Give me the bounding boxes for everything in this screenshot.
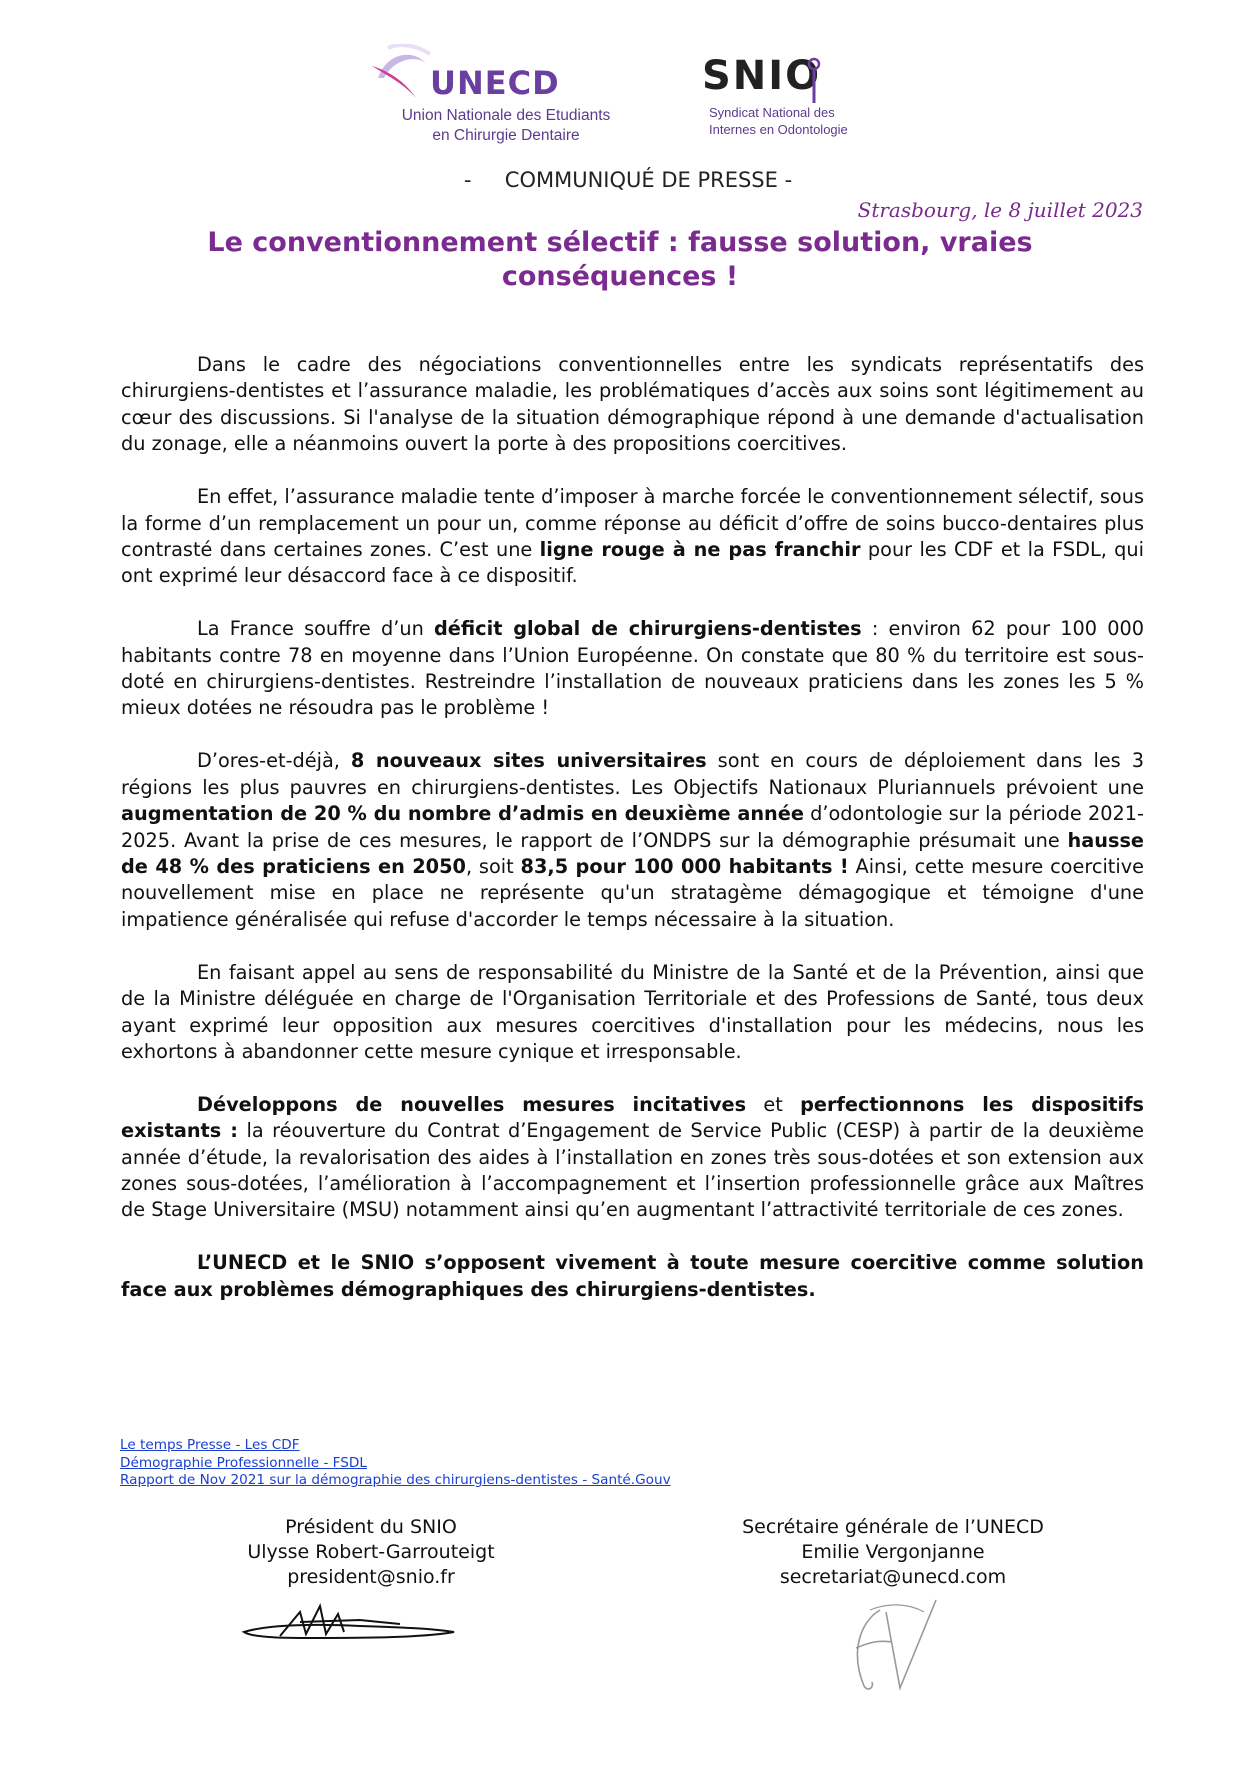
body-paragraph bbox=[121, 960, 1144, 1066]
emphasis-text: Développons de nouvelles mesures incitatives bbox=[197, 1092, 747, 1116]
emphasis-text: perfectionnons les dispositifs existants : bbox=[121, 1092, 1145, 1143]
signatory-role: Secrétaire générale de l’UNECD bbox=[742, 1516, 1044, 1538]
unecd-logo-subtitle-line-2: en Chirurgie Dentaire bbox=[432, 127, 580, 144]
paragraph-text: En faisant appel au sens de responsabilité du Ministre de la Santé et de la Prévention, ainsi que de la Ministre déléguée en charge de l'Organisation Territoriale et des Professions de Santé, tous deux ayant exprimé leur opposition aux mesures coercitives d'installation pour les médecins, nous les exhortons à abandonner cette mesure cynique et irresponsable. bbox=[121, 960, 1144, 1063]
paragraph-text: Ainsi, cette mesure coercitive nouvellement mise en place ne représente qu'un stratagème démagogique et témoigne d'une impatience généralisée qui refuse d'accorder le temps nécessaire à la situation. bbox=[121, 855, 1144, 931]
paragraph-text: La France souffre d’un bbox=[197, 617, 434, 641]
signatory-unecd bbox=[678, 1515, 1108, 1590]
signatory-name: Ulysse Robert-Garrouteigt bbox=[247, 1541, 495, 1563]
body-paragraph bbox=[121, 1250, 1144, 1303]
signature-unecd-icon bbox=[840, 1592, 950, 1702]
reference-link[interactable]: Rapport de Nov 2021 sur la démographie des chirurgiens-dentistes - Santé.Gouv bbox=[120, 1472, 671, 1488]
paragraph-text: d’odontologie sur la période 2021-2025. Avant la prise de ces mesures, le rapport de l’ONDPS sur la démographie présumait une bbox=[121, 802, 1144, 852]
dateline: Strasbourg, le 8 juillet 2023 bbox=[857, 198, 1143, 222]
dental-mirror-icon bbox=[804, 57, 824, 109]
emphasis-text: augmentation de 20 % du nombre d’admis en deuxième année bbox=[121, 802, 804, 826]
paragraph-text: D’ores-et-déjà, bbox=[197, 749, 351, 773]
signature-snio-icon bbox=[240, 1598, 460, 1658]
emphasis-text: 83,5 pour 100 000 habitants ! bbox=[520, 855, 849, 878]
snio-logo bbox=[700, 55, 900, 145]
emphasis-text: 8 nouveaux sites universitaires bbox=[350, 749, 707, 773]
body-paragraph bbox=[121, 748, 1144, 933]
unecd-logo-subtitle-line-1: Union Nationale des Etudiants bbox=[401, 107, 611, 124]
reference-link[interactable]: Démographie Professionnelle - FSDL bbox=[120, 1454, 367, 1471]
emphasis-text: ligne rouge à ne pas franchir bbox=[539, 537, 861, 561]
body-text bbox=[121, 352, 1144, 1330]
body-paragraph bbox=[121, 484, 1144, 590]
paragraph-text: Dans le cadre des négociations conventionnelles entre les syndicats représentatifs des chirurgiens-dentistes et l’assurance maladie, les problématiques d’accès aux soins sont légitimement au cœur des discussions. Si l'analyse de la situation démographique répond à une demande d'actualisation du zonage, elle a néanmoins ouvert la porte à des propositions coercitives. bbox=[121, 353, 1144, 456]
body-paragraph bbox=[121, 1092, 1144, 1224]
snio-logo-subtitle-line-2: Internes en Odontologie bbox=[709, 122, 848, 137]
references-list bbox=[120, 1437, 671, 1490]
emphasis-text: L’UNECD et le SNIO s’opposent vivement à toute mesure coercitive comme solution face aux problèmes démographiques des chirurgiens-dentistes. bbox=[121, 1251, 1144, 1301]
unecd-logo-subtitle bbox=[386, 106, 626, 146]
paragraph-text: En effet, l’assurance maladie tente d’imposer à marche forcée le conventionnement sélectif, sous la forme d’un remplacement un pour un, comme réponse au déficit d’offre de soins bucco-dentaires plus contrasté dans certaines zones. C’est une bbox=[121, 485, 1144, 561]
unecd-logo bbox=[378, 44, 628, 148]
unecd-logo-name: UNECD bbox=[430, 64, 560, 102]
signatory-snio bbox=[156, 1515, 586, 1590]
signatory-email: president@snio.fr bbox=[287, 1566, 455, 1588]
body-paragraph bbox=[121, 616, 1144, 722]
paragraph-text: , soit bbox=[465, 855, 521, 878]
body-paragraph bbox=[121, 352, 1144, 458]
paragraph-text: la réouverture du Contrat d’Engagement de Service Public (CESP) à partir de la deuxième année d’étude, la revalorisation des aides à l’installation en zones très sous-dotées et son extension aux zones sous-dotées, l’amélioration à l’accompagnement et l’insertion professionnelle grâce aux Maîtres de Stage Universitaire (MSU) notamment ainsi qu’en augmentant l’attractivité territoriale de ces zones. bbox=[121, 1119, 1145, 1222]
signatory-role: Président du SNIO bbox=[285, 1516, 457, 1538]
paragraph-text: : environ 62 pour 100 000 habitants contre 78 en moyenne dans l’Union Européenne. On constate que 80 % du territoire est sous-doté en chirurgiens-dentistes. Restreindre l’installation de nouveaux praticiens dans les zones les 5 % mieux dotées ne résoudra pas le problème ! bbox=[121, 617, 1145, 720]
signatory-email: secretariat@unecd.com bbox=[779, 1566, 1007, 1588]
signatory-name: Emilie Vergonjanne bbox=[801, 1541, 985, 1563]
snio-logo-name: SNIO bbox=[702, 53, 822, 99]
paragraph-text: pour les CDF et la FSDL, qui ont exprimé leur désaccord face à ce dispositif. bbox=[121, 537, 1145, 588]
page-title: Le conventionnement sélectif : fausse solution, vraies conséquences ! bbox=[207, 227, 1033, 292]
emphasis-text: hausse de 48 % des praticiens en 2050 bbox=[121, 828, 1144, 878]
paragraph-text: sont en cours de déploiement dans les 3 régions les plus pauvres en chirurgiens-dentistes. Les Objectifs Nationaux Pluriannuels prévoient une bbox=[121, 749, 1144, 799]
emphasis-text: déficit global de chirurgiens-dentistes bbox=[434, 617, 862, 641]
paragraph-text: et bbox=[746, 1092, 801, 1116]
snio-logo-subtitle bbox=[709, 104, 848, 138]
communique-kicker: - COMMUNIQUÉ DE PRESSE - bbox=[463, 168, 793, 192]
reference-link[interactable]: Le temps Presse - Les CDF bbox=[120, 1437, 300, 1453]
snio-logo-subtitle-line-1: Syndicat National des bbox=[709, 105, 835, 120]
